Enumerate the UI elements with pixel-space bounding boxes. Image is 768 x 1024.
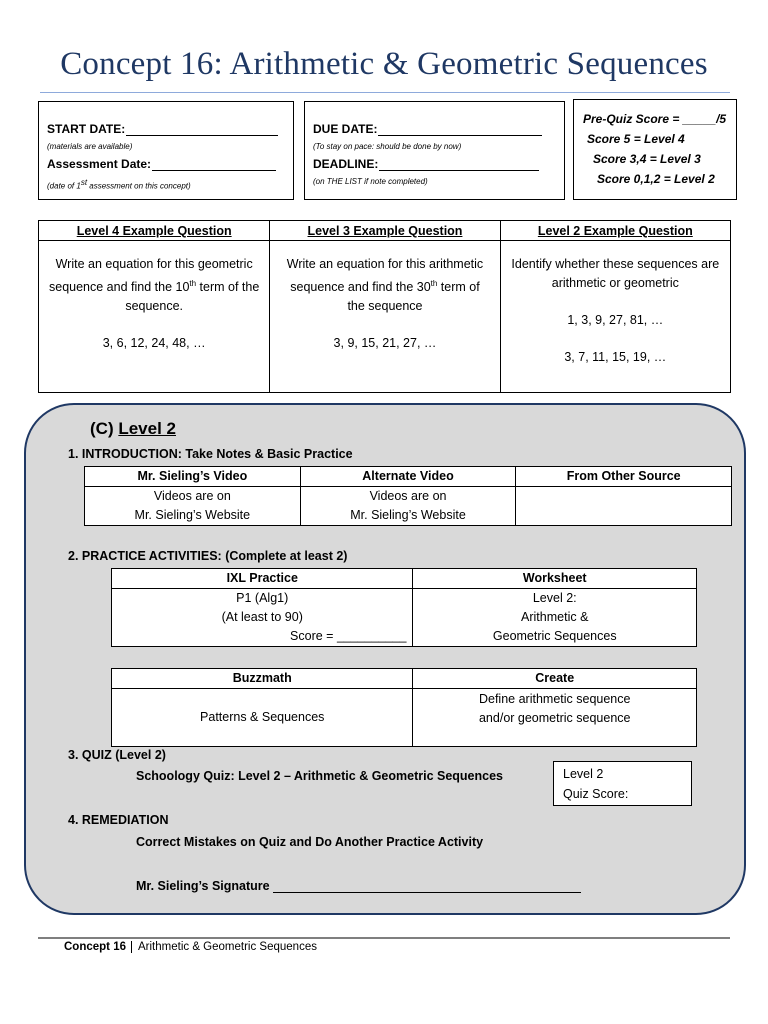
- level2-question: Identify whether these sequences are arithmetic or geometric: [511, 257, 720, 290]
- title-rule: [40, 92, 730, 93]
- assessment-date-label: Assessment Date:: [47, 157, 152, 171]
- practice-table-1: [111, 568, 697, 647]
- worksheet-line-2: Arithmetic &: [521, 610, 589, 624]
- level2-sequence-1: 1, 3, 9, 27, 81, …: [567, 313, 664, 327]
- create-line-1: Define arithmetic sequence: [478, 691, 631, 706]
- quiz-score-box[interactable]: [553, 761, 692, 806]
- deadline-row: [313, 157, 539, 171]
- intro-body-row: [85, 487, 732, 526]
- start-date-blank[interactable]: [126, 123, 278, 136]
- create-cell[interactable]: [413, 689, 697, 747]
- practice-heading: 2. PRACTICE ACTIVITIES: (Complete at least 2): [68, 549, 348, 563]
- level3-sequence: 3, 9, 15, 21, 27, …: [333, 336, 437, 351]
- other-source-header: From Other Source: [516, 467, 732, 487]
- worksheet-header: Worksheet: [413, 569, 697, 589]
- page-title: Concept 16: Arithmetic & Geometric Sequences: [60, 46, 708, 82]
- buzzmath-cell[interactable]: Patterns & Sequences: [112, 689, 413, 747]
- footer-topic: Arithmetic & Geometric Sequences: [138, 941, 317, 953]
- level-2-panel: [24, 403, 746, 915]
- due-date-blank[interactable]: [378, 123, 542, 136]
- footer-rule: [38, 937, 730, 939]
- assessment-date-blank[interactable]: [152, 158, 276, 171]
- assessment-date-row: [47, 157, 276, 171]
- level4-question: Write an equation for this geometric sequence and find the 10th term of the sequence.: [49, 257, 260, 314]
- worksheet-line-1: Level 2:: [532, 591, 577, 605]
- buzzmath-header: Buzzmath: [112, 669, 413, 689]
- level4-sequence: 3, 6, 12, 24, 48, …: [102, 336, 206, 351]
- remediation-text: Correct Mistakes on Quiz and Do Another Practice Activity: [136, 835, 484, 849]
- other-source-cell[interactable]: [516, 487, 732, 526]
- practice-header-row-1: [112, 569, 697, 589]
- intro-header-row: [85, 467, 732, 487]
- create-header: Create: [413, 669, 697, 689]
- score-line-level2: Score 0,1,2 = Level 2: [597, 172, 715, 186]
- signature-label: Mr. Sieling’s Signature: [136, 879, 274, 893]
- alternate-video-header: Alternate Video: [300, 467, 516, 487]
- footer: [64, 941, 317, 953]
- due-date-box: [304, 101, 565, 200]
- level3-example-header: Level 3 Example Question: [270, 221, 500, 241]
- prequiz-score: Pre-Quiz Score = _____/5: [583, 112, 727, 126]
- remediation-heading: 4. REMEDIATION: [68, 813, 169, 827]
- start-date-label: START DATE:: [47, 122, 126, 136]
- ixl-line-2: (At least to 90): [221, 610, 303, 624]
- level-heading: (C) Level 2: [90, 419, 176, 438]
- level2-example-cell: [500, 241, 730, 393]
- level4-example-cell: [39, 241, 270, 393]
- quiz-text: Schoology Quiz: Level 2 – Arithmetic & Geometric Sequences: [136, 769, 503, 783]
- ixl-practice-cell[interactable]: [112, 589, 413, 647]
- sieling-video-header: Mr. Sieling’s Video: [85, 467, 301, 487]
- start-date-row: [47, 122, 278, 136]
- deadline-note: (on THE LIST if note completed): [313, 177, 428, 186]
- alternate-video-cell[interactable]: Videos are on Mr. Sieling’s Website: [300, 487, 516, 526]
- practice-table-2: [111, 668, 697, 747]
- ixl-line-1: P1 (Alg1): [236, 591, 289, 605]
- worksheet-line-3: Geometric Sequences: [492, 629, 617, 643]
- start-date-box: [38, 101, 294, 200]
- score-line-level4: Score 5 = Level 4: [587, 132, 685, 146]
- practice-body-row-1: [112, 589, 697, 647]
- level2-sequence-2: 3, 7, 11, 15, 19, …: [564, 350, 667, 364]
- level4-example-header: Level 4 Example Question: [39, 221, 270, 241]
- example-body-row: [39, 241, 731, 393]
- sieling-video-cell[interactable]: Videos are on Mr. Sieling’s Website: [85, 487, 301, 526]
- score-box: [573, 99, 737, 200]
- footer-concept: Concept 16: [64, 941, 132, 953]
- introduction-table: [84, 466, 732, 526]
- example-header-row: [39, 221, 731, 241]
- due-date-label: DUE DATE:: [313, 122, 378, 136]
- signature-line[interactable]: [273, 879, 581, 893]
- quiz-box-level: Level 2: [563, 767, 604, 781]
- quiz-heading: 3. QUIZ (Level 2): [68, 748, 166, 762]
- level3-example-cell: [270, 241, 500, 393]
- practice-body-row-2: [112, 689, 697, 747]
- level2-example-header: Level 2 Example Question: [500, 221, 730, 241]
- introduction-heading: 1. INTRODUCTION: Take Notes & Basic Practice: [68, 447, 353, 461]
- start-date-note: (materials are available): [47, 142, 133, 151]
- due-date-note: (To stay on pace: should be done by now): [313, 142, 462, 151]
- due-date-row: [313, 122, 542, 136]
- signature-row: [136, 879, 581, 893]
- deadline-label: DEADLINE:: [313, 157, 379, 171]
- practice-header-row-2: [112, 669, 697, 689]
- worksheet-cell[interactable]: [413, 589, 697, 647]
- example-questions-table: [38, 220, 731, 393]
- deadline-blank[interactable]: [379, 158, 539, 171]
- assessment-date-note: (date of 1st assessment on this concept): [47, 178, 191, 191]
- ixl-score: Score = __________: [290, 629, 407, 643]
- quiz-box-score-label: Quiz Score:: [563, 787, 629, 801]
- ixl-practice-header: IXL Practice: [112, 569, 413, 589]
- create-line-2: and/or geometric sequence: [478, 710, 631, 725]
- level3-question: Write an equation for this arithmetic sequence and find the 30th term of the sequence: [286, 257, 484, 314]
- score-line-level3: Score 3,4 = Level 3: [593, 152, 701, 166]
